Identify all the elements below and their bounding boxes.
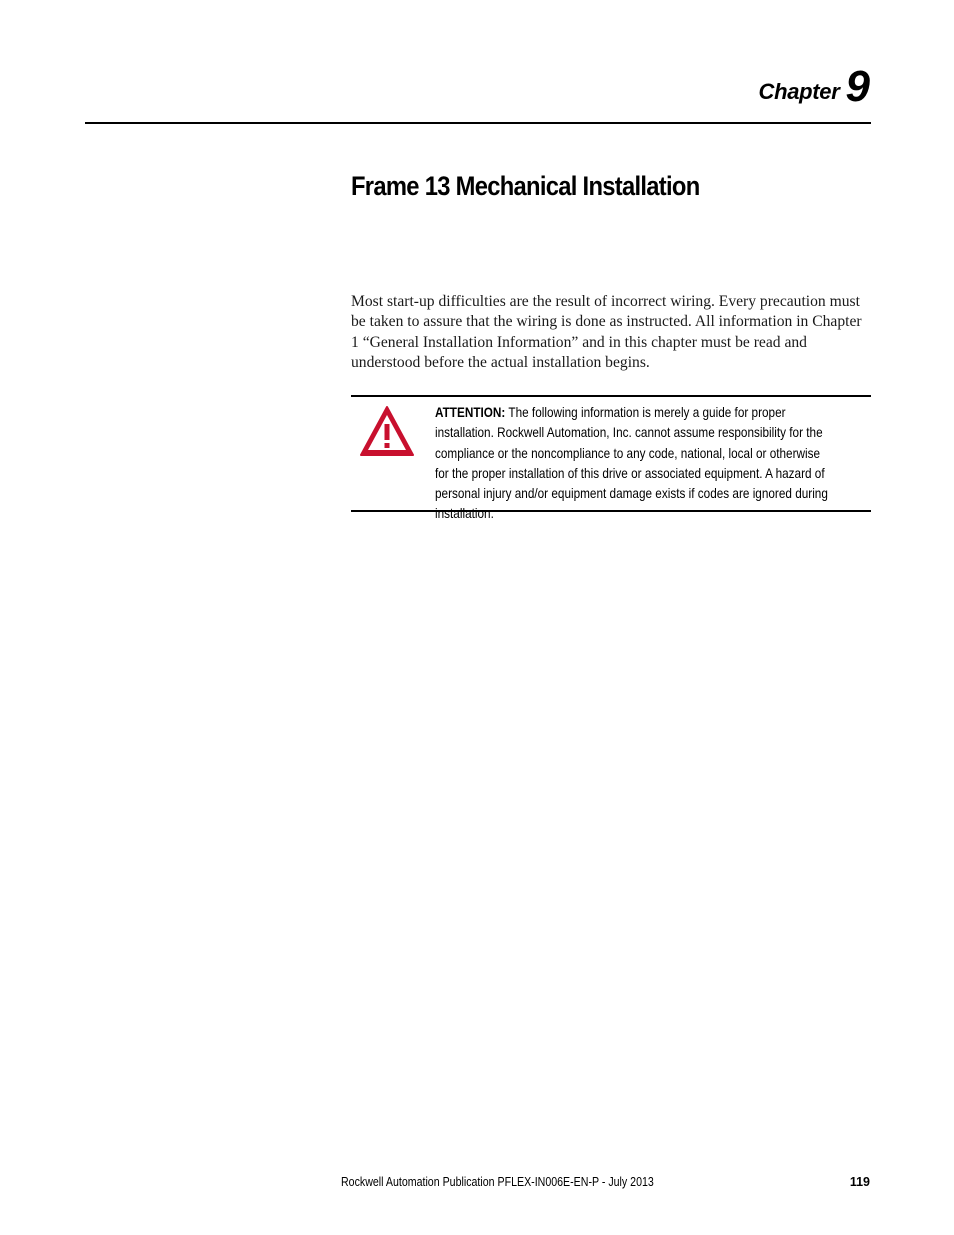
attention-text (435, 402, 830, 524)
page-title: Frame 13 Mechanical Installation (351, 171, 700, 201)
warning-triangle-icon (359, 405, 415, 457)
intro-paragraph: Most start-up difficulties are the result of incorrect wiring. Every precaution must be taken to assure that the wiring is done as instructed. All information in Chapter 1 “General Installation Information” and in this chapter must be read and understood before the actual installation begins. (351, 293, 862, 371)
attention-body: The following information is merely a guide for proper installation. Rockwell Automation, Inc. cannot assume responsibility for the compliance or the noncompliance to any code, national, local or otherwise for the proper installation of this drive or associated equipment. A hazard of personal injury and/or equipment damage exists if codes are ignored during installation. (435, 404, 828, 522)
chapter-heading (758, 62, 870, 112)
attention-label: ATTENTION: (435, 404, 506, 420)
chapter-number: 9 (845, 62, 870, 111)
footer-publication: Rockwell Automation Publication PFLEX-IN006E-EN-P - July 2013 (341, 1175, 654, 1189)
attention-notice (351, 395, 871, 522)
chapter-divider (85, 122, 871, 124)
page-number: 119 (849, 1175, 870, 1189)
chapter-label: Chapter (758, 79, 840, 104)
